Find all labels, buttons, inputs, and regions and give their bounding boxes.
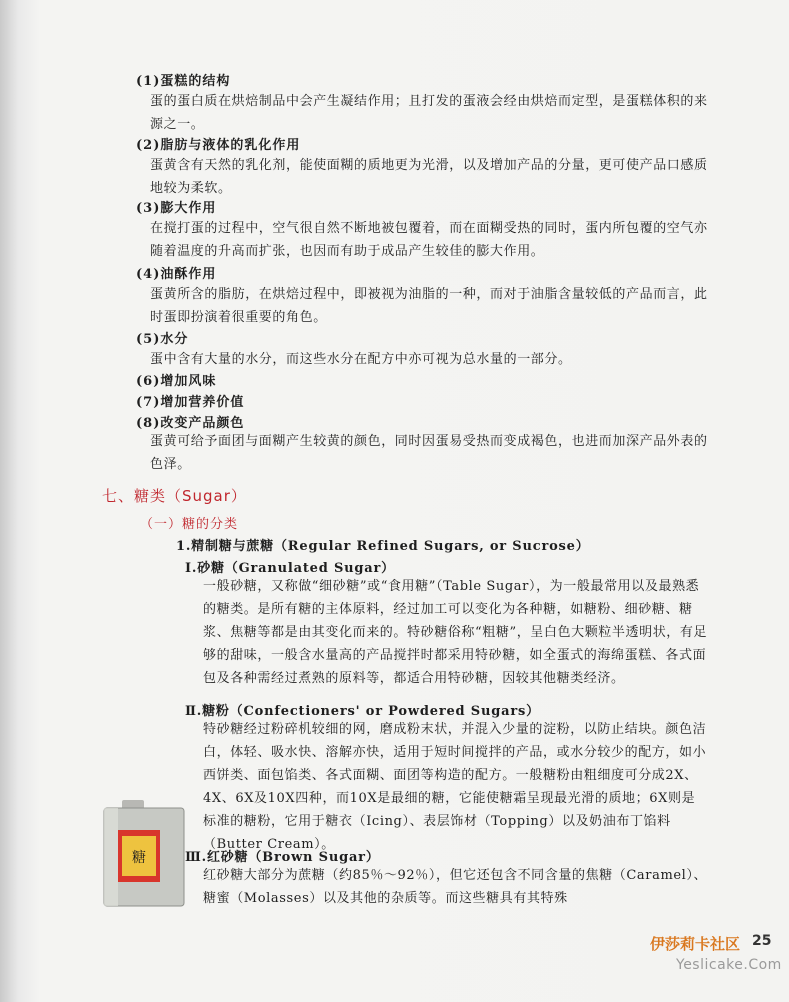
section-body: 蛋的蛋白质在烘焙制品中会产生凝结作用；且打发的蛋液会经由烘焙而定型，是蛋糕体积的来源之一。	[150, 94, 708, 132]
item-title: 1.精制糖与蔗糖（Regular Refined Sugars, or Sucrose）	[176, 539, 590, 554]
section-heading: (6)增加风味	[136, 374, 217, 389]
section-heading: (5)水分	[136, 332, 189, 347]
sugar-type-title: Ⅲ.红砂糖（Brown Sugar）	[185, 850, 380, 865]
section-heading: (8)改变产品颜色	[136, 416, 245, 431]
section-body: 蛋中含有大量的水分，而这些水分在配方中亦可视为总水量的一部分。	[150, 352, 572, 367]
section-body: 蛋黄所含的脂肪，在烘焙过程中，即被视为油脂的一种，而对于油脂含量较低的产品而言，此时蛋即扮演着很重要的角色。	[150, 287, 708, 325]
sugar-type-title: Ⅱ.糖粉（Confectioners' or Powdered Sugars）	[185, 704, 540, 719]
section-heading: (4)油酥作用	[136, 267, 217, 282]
sugar-type-body: 一般砂糖，又称做“细砂糖”或“食用糖”（Table Sugar），为一般最常用以及最熟悉的糖类。是所有糖的主体原料，经过加工可以变化为各种糖，如糖粉、细砂糖、糖浆、焦糖等都是由其变化而来的。特砂糖俗称“粗糖”，呈白色大颗粒半透明状，有足够的甜味，一般含水量高的产品搅拌时都采用特砂糖，如全蛋式的海绵蛋糕、各式面包及各种需经过煮熟的原料等，都适合用特砂糖，因较其他糖类经济。	[203, 579, 708, 686]
can-highlight	[104, 808, 118, 906]
section-body: 蛋黄可给予面团与面糊产生较黄的颜色，同时因蛋易受热而变成褐色，也进而加深产品外表的色泽。	[150, 434, 708, 472]
section-body: 蛋黄含有天然的乳化剂，能使面糊的质地更为光滑，以及增加产品的分量，更可使产品口感质地较为柔软。	[150, 158, 708, 196]
sugar-can-image	[100, 800, 188, 908]
footer-brand: 伊莎莉卡社区	[650, 935, 741, 953]
section-heading: (2)脂肪与液体的乳化作用	[136, 138, 301, 153]
page-number: 25	[752, 933, 772, 949]
section-heading: (3)膨大作用	[136, 201, 217, 216]
category-title: 七、糖类（Sugar）	[102, 487, 247, 505]
footer-url: Yeslicake.Com	[676, 957, 782, 973]
sugar-type-body: 特砂糖经过粉碎机较细的网，磨成粉末状，并混入少量的淀粉，以防止结块。颜色洁白，体轻、吸水快、溶解亦快，适用于短时间搅拌的产品，或水分较少的配方，如小西饼类、面包馅类、各式面糊、面团等构造的配方。一般糖粉由粗细度可分成2X、4X、6X及10X四种，而10X是最细的糖，它能使糖霜呈现最光滑的质地；6X则是标准的糖粉，它用于糖衣（Icing）、表层饰材（Topping）以及奶油布丁馅料（Butter Cream）。	[203, 722, 707, 852]
can-label-text: 糖	[132, 850, 146, 866]
sugar-type-body: 红砂糖大部分为蔗糖（约85％～92％），但它还包含不同含量的焦糖（Caramel）、糖蜜（Molasses）以及其他的杂质等。而这些糖具有其特殊	[203, 868, 708, 906]
section-heading: (1)蛋糕的结构	[136, 74, 231, 89]
subsection-title: （一）糖的分类	[140, 517, 239, 532]
section-heading: (7)增加营养价值	[136, 395, 245, 410]
sugar-type-title: Ⅰ.砂糖（Granulated Sugar）	[185, 561, 395, 576]
section-body: 在搅打蛋的过程中，空气很自然不断地被包覆着，而在面糊受热的同时，蛋内所包覆的空气亦随着温度的升高而扩张，也因而有助于成品产生较佳的膨大作用。	[150, 221, 708, 259]
